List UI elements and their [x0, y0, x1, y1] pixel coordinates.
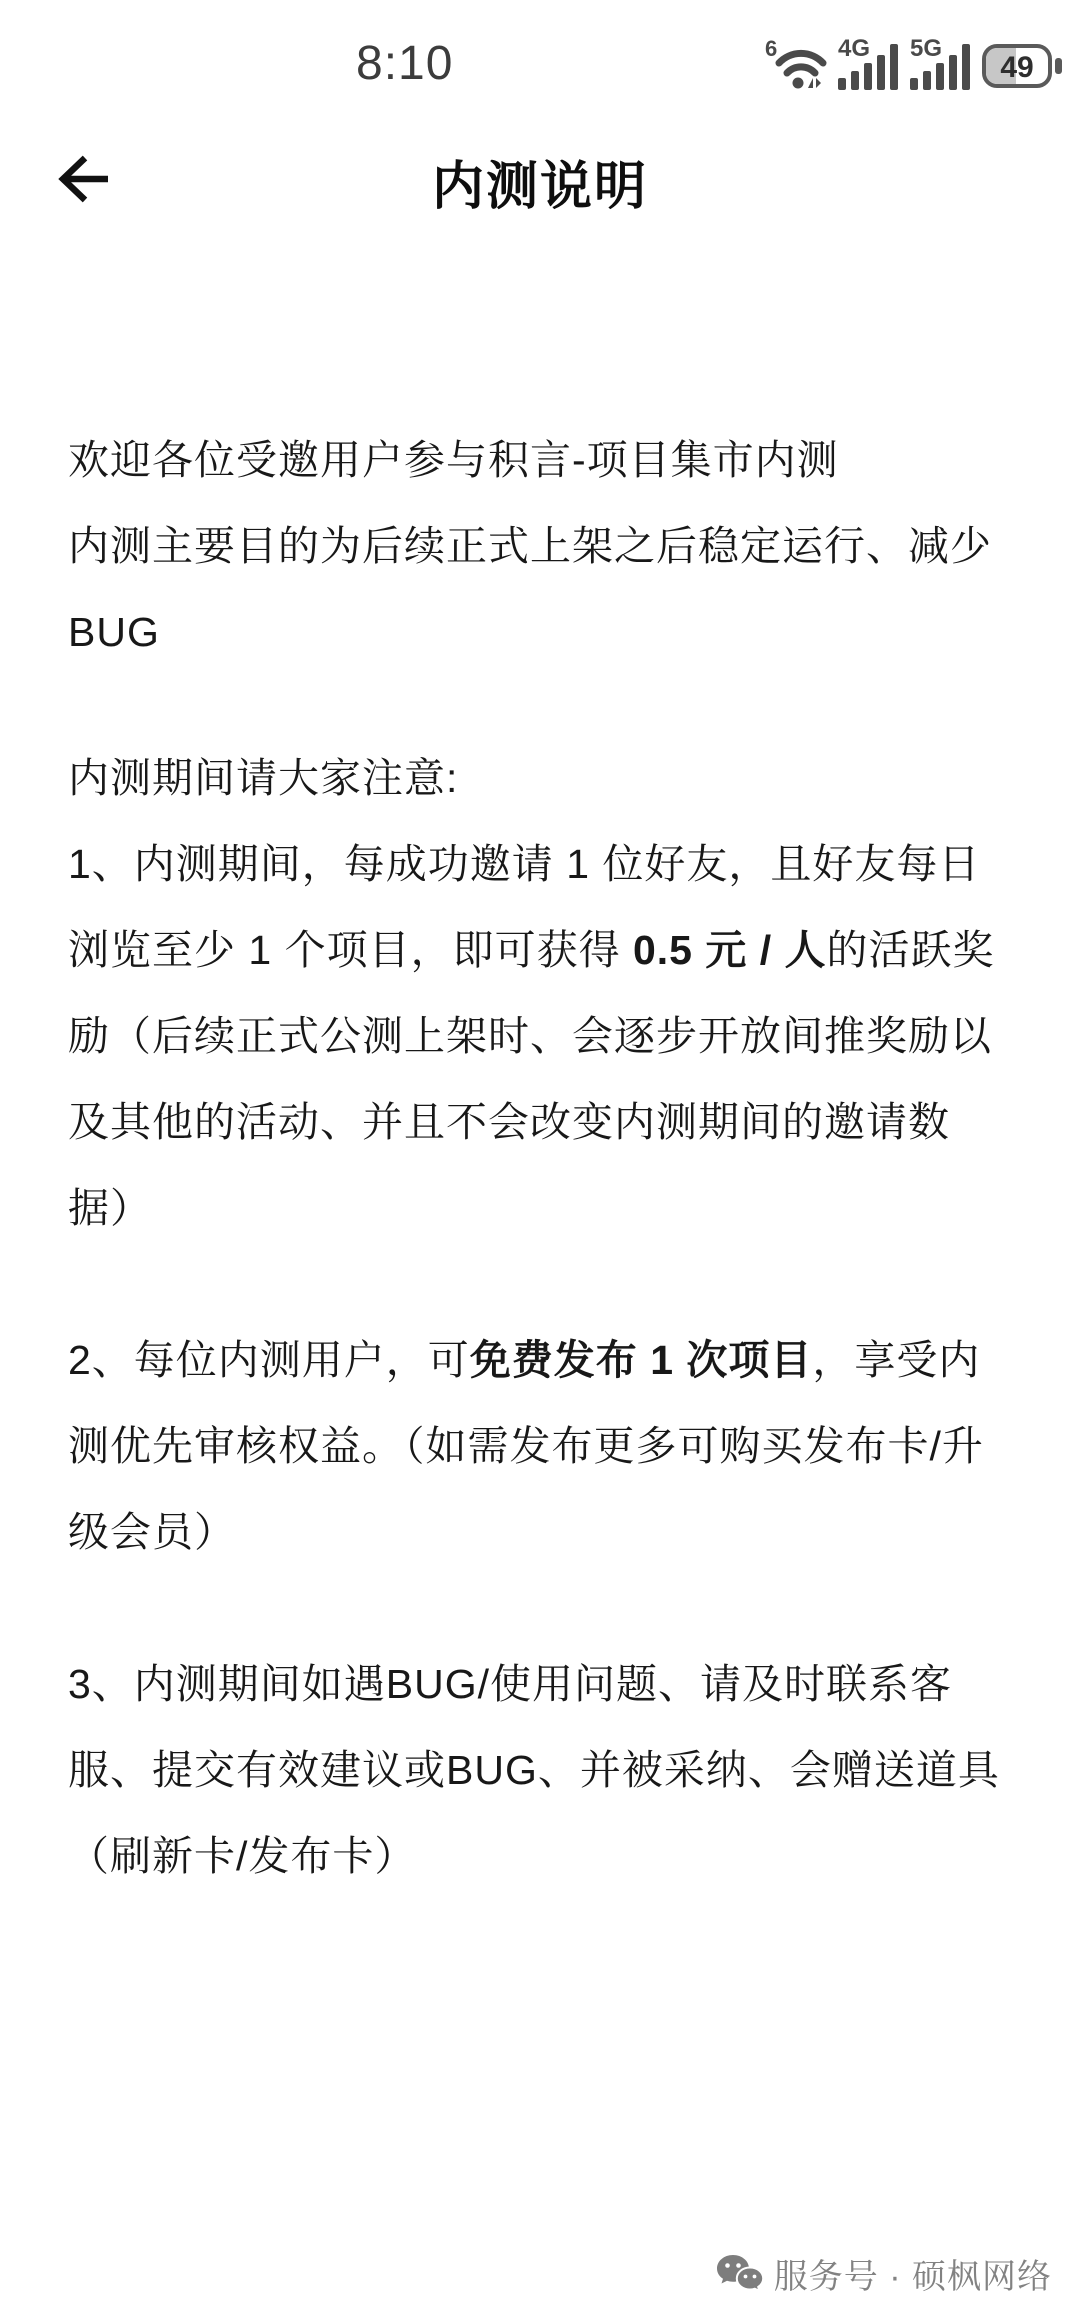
back-button[interactable]	[48, 144, 118, 214]
status-bar	[0, 0, 1080, 100]
notice-heading	[68, 735, 1012, 821]
rule-2-text: 2、每位内测用户，可	[68, 1337, 470, 1383]
beta-rule-item-1	[68, 821, 1012, 1251]
rule-1-highlight: 0.5 元 / 人	[632, 927, 827, 973]
network-4g-label: 4G	[838, 36, 871, 62]
intro-line-1	[68, 417, 1012, 503]
content-body	[0, 417, 1080, 1899]
rule-2-text-cont: ，享受内测优先审核权益。（如需发布更多可购买发布卡/升级会员）	[68, 1337, 984, 1555]
battery-icon	[982, 42, 1064, 90]
network-5g-label: 5G	[910, 36, 943, 62]
arrow-left-icon	[53, 151, 113, 207]
notice-heading-text: 内测期间请大家注意:	[68, 755, 459, 801]
footer-watermark	[716, 2249, 1052, 2298]
wifi-icon	[764, 36, 828, 90]
intro-text-2: 内测主要目的为后续正式上架之后稳定运行、减少BUG	[68, 523, 992, 655]
rule-1-text-cont: 的活跃奖励（后续正式公测上架时、会逐步开放间推奖励以及其他的活动、并且不会改变内测期间的邀请数据）	[68, 927, 995, 1231]
signal-4g-icon	[838, 36, 900, 90]
watermark-label: 服务号 · 硕枫网络	[773, 2258, 1052, 2296]
header	[0, 136, 1080, 226]
beta-rule-item-3	[68, 1641, 1012, 1899]
battery-percent: 49	[1000, 51, 1034, 84]
intro-line-2	[68, 503, 1012, 675]
status-time: 8:10	[356, 37, 454, 90]
rule-2-highlight: 免费发布 1 次项目	[469, 1337, 813, 1383]
page-title: 内测说明	[431, 157, 648, 216]
rule-3-text: 3、内测期间如遇BUG/使用问题、请及时联系客服、提交有效建议或BUG、并被采纳、会赠送道具（刷新卡/发布卡）	[68, 1661, 1000, 1879]
rule-1-text: 1、内测期间，每成功邀请 1 位好友，且好友每日浏览至少 1 个项目，即可获得	[68, 841, 981, 973]
status-icons	[764, 36, 1064, 90]
wechat-icon	[716, 2253, 764, 2295]
intro-text-1: 欢迎各位受邀用户参与积言-项目集市内测	[68, 437, 839, 483]
wifi-gen-label: 6	[765, 36, 778, 61]
signal-5g-icon	[910, 36, 972, 90]
beta-rule-item-2	[68, 1317, 1012, 1575]
